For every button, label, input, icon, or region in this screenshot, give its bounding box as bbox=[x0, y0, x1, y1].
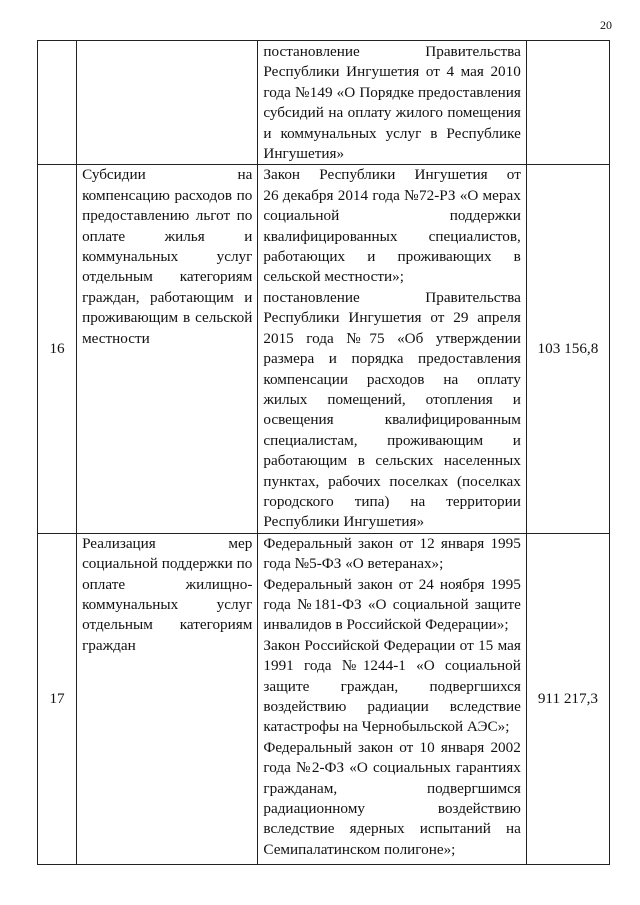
basis-line: квалифицированных специалистов, bbox=[263, 227, 521, 245]
basis-line: года №5-ФЗ «О ветеранах»; bbox=[263, 555, 444, 573]
basis-line: защите граждан, подвергшихся bbox=[263, 677, 521, 695]
row-number-cell: 16 bbox=[38, 165, 77, 533]
name-line: оплате жилья и bbox=[82, 227, 253, 245]
basis-line: пунктах, рабочих поселках (поселках bbox=[263, 472, 521, 490]
legal-basis-cell bbox=[258, 41, 526, 165]
basis-line: гражданам, подвергшимся bbox=[263, 779, 521, 797]
basis-line: 26 декабря 2014 года №72-РЗ «О мерах bbox=[263, 186, 521, 204]
basis-line: инвалидов в Российской Федерации»; bbox=[263, 616, 509, 634]
basis-line: Республики Ингушетия» bbox=[263, 513, 425, 531]
basis-line: работающих и проживающих в bbox=[263, 248, 521, 266]
table-row bbox=[38, 533, 610, 864]
basis-line: постановление Правительства bbox=[263, 288, 521, 306]
basis-line: Ингушетия» bbox=[263, 145, 345, 163]
name-line: проживающим в сельской bbox=[82, 309, 253, 327]
table-row bbox=[38, 41, 610, 165]
basis-line: воздействию радиации вследствие bbox=[263, 698, 521, 715]
row-number-cell bbox=[38, 41, 77, 165]
row-number-cell: 17 bbox=[38, 533, 77, 864]
basis-line: радиационному воздействию bbox=[263, 800, 521, 818]
name-line: оплате жилищно- bbox=[82, 575, 253, 593]
basis-line: жилых помещений, отопления и bbox=[263, 390, 521, 408]
name-line: предоставлению льгот по bbox=[82, 207, 253, 225]
name-line: компенсацию расходов по bbox=[82, 186, 253, 204]
basis-line: года №181-ФЗ «О социальной защите bbox=[263, 595, 521, 613]
name-line: отдельным категориям bbox=[82, 268, 253, 286]
basis-line: Республики Ингушетия от 4 мая 2010 bbox=[263, 63, 521, 81]
name-line: граждан, работающим и bbox=[82, 288, 253, 306]
name-line: социальной поддержки по bbox=[82, 555, 253, 573]
legal-basis-cell bbox=[258, 165, 526, 533]
basis-line: Закон Российской Федерации от 15 мая bbox=[263, 636, 521, 654]
basis-line: работающим в сельских населенных bbox=[263, 452, 521, 470]
basis-line: вследствие ядерных испытаний на bbox=[263, 820, 521, 838]
measure-name-cell bbox=[77, 41, 258, 165]
basis-line: 1991 года №1244-1 «О социальной bbox=[263, 657, 521, 675]
amount-cell: 103 156,8 bbox=[526, 165, 609, 533]
legal-basis-table bbox=[37, 40, 610, 865]
basis-line: года №2-ФЗ «О социальных гарантиях bbox=[263, 759, 521, 777]
basis-line: специалистам, проживающим и bbox=[263, 431, 521, 449]
measure-name-cell bbox=[77, 533, 258, 864]
name-line: Реализация мер bbox=[82, 534, 253, 552]
basis-line: 2015 года №75 «Об утверждении bbox=[263, 329, 521, 347]
basis-line: Семипалатинском полигоне»; bbox=[263, 840, 456, 858]
name-line: граждан bbox=[82, 636, 136, 654]
measure-name-cell bbox=[77, 165, 258, 533]
basis-line: субсидий на оплату жилого помещения bbox=[263, 104, 521, 122]
amount-cell: 911 217,3 bbox=[526, 533, 609, 864]
name-line: Субсидии на bbox=[82, 166, 253, 184]
basis-line: Федеральный закон от 24 ноября 1995 bbox=[263, 575, 521, 593]
table-row bbox=[38, 165, 610, 533]
basis-line: сельской местности»; bbox=[263, 268, 404, 286]
basis-line: Закон Республики Ингушетия от bbox=[263, 166, 521, 184]
basis-line: городского типа) на территории bbox=[263, 492, 521, 510]
basis-line: Федеральный закон от 12 января 1995 bbox=[263, 534, 521, 552]
name-line: коммунальных услуг bbox=[82, 248, 253, 266]
basis-line: размера и порядка предоставления bbox=[263, 350, 521, 368]
basis-line: и коммунальных услуг в Республике bbox=[263, 124, 521, 142]
basis-line: компенсации расходов на оплату bbox=[263, 370, 521, 388]
name-line: коммунальных услуг bbox=[82, 595, 253, 613]
basis-line: года №149 «О Порядке предоставления bbox=[263, 83, 521, 101]
basis-line: катастрофы на Чернобыльской АЭС»; bbox=[263, 718, 510, 736]
name-line: отдельным категориям bbox=[82, 616, 253, 634]
basis-line: постановление Правительства bbox=[263, 43, 521, 60]
basis-line: Республики Ингушетия от 29 апреля bbox=[263, 309, 521, 327]
name-line: местности bbox=[82, 329, 150, 347]
page-number: 20 bbox=[600, 18, 612, 32]
legal-basis-cell bbox=[258, 533, 526, 864]
basis-line: Федеральный закон от 10 января 2002 bbox=[263, 738, 521, 756]
basis-line: социальной поддержки bbox=[263, 207, 521, 225]
amount-cell bbox=[526, 41, 609, 165]
basis-line: освещения квалифицированным bbox=[263, 411, 521, 429]
